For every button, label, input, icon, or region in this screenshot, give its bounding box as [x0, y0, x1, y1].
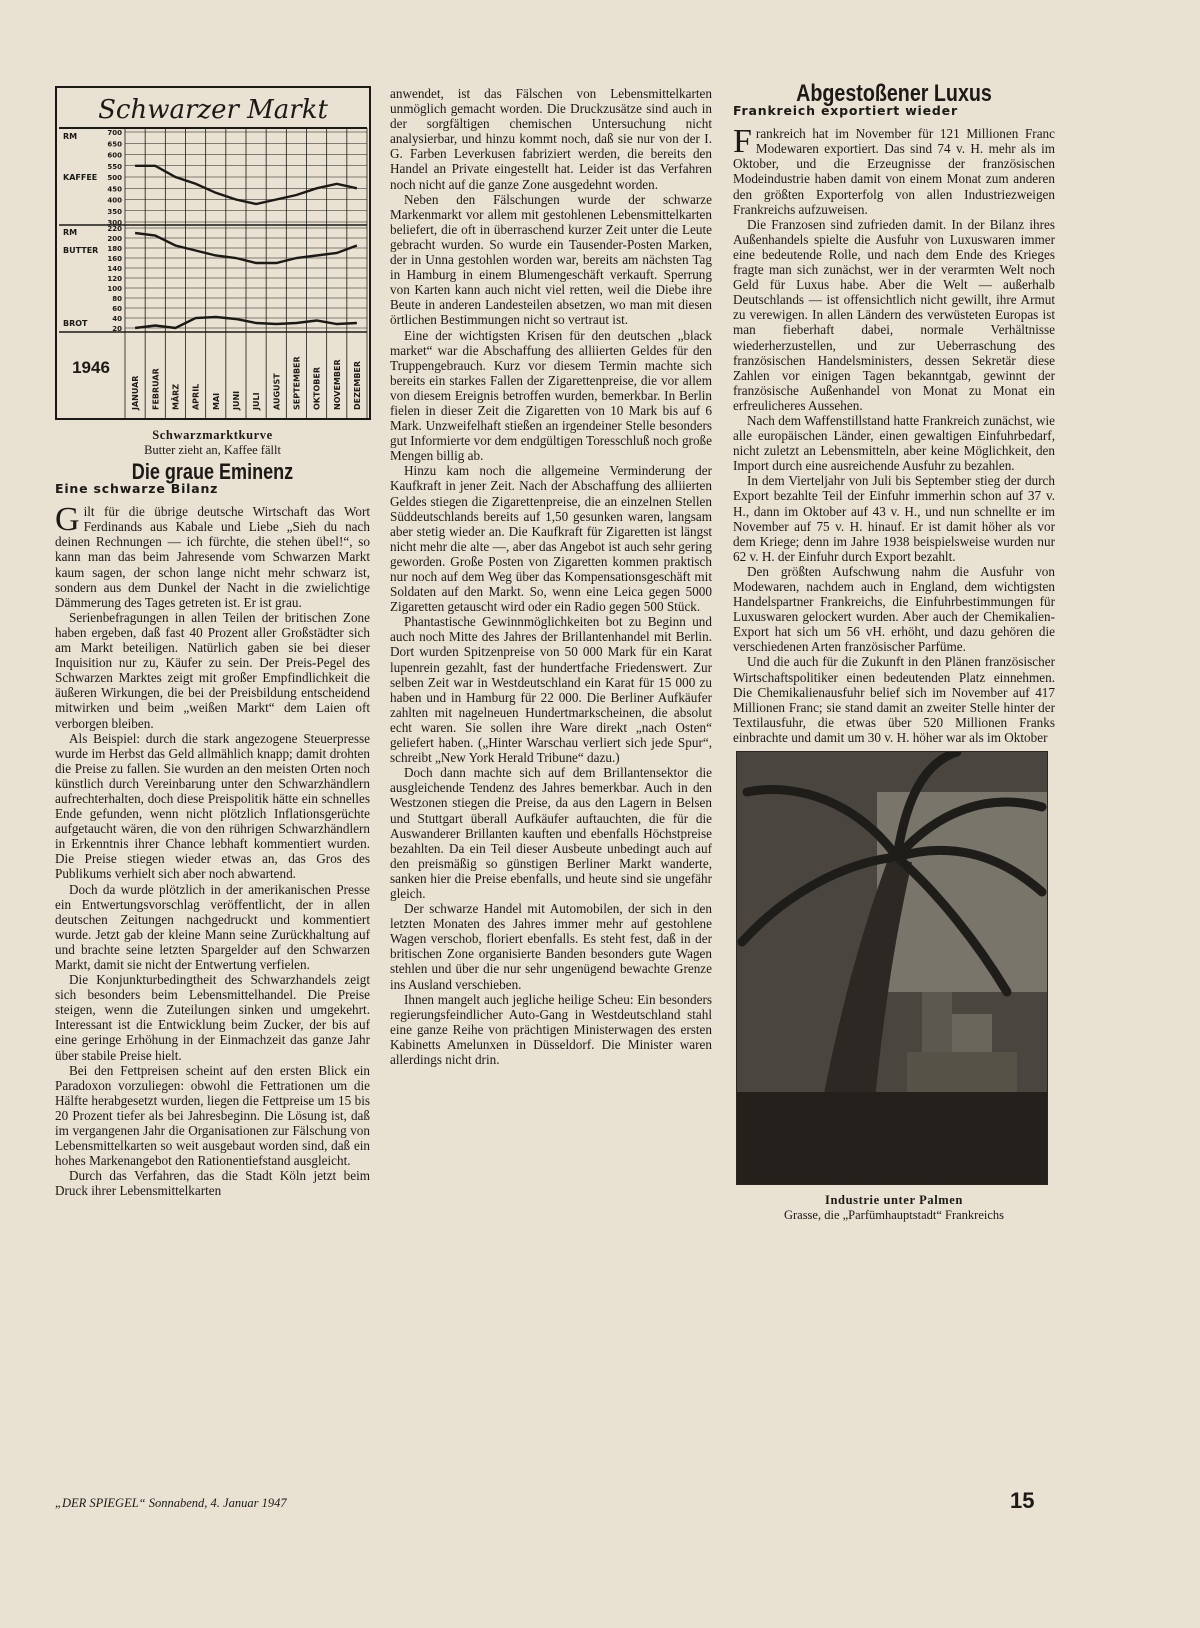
article-1-paragraph: Serienbefragungen in allen Teilen der britischen Zone haben ergeben, daß fast 40 Prozent aller Großstädter sich am Markt beteiligen. Natürlich gaben sie bei dieser Inquisition nur zu, Käufer zu sein. Der Preis-Pegel des Schwarzen Marktes zeigt mit großer Empfindlichkeit die äußeren Wirkungen, die bei der Preisbildung entscheidend mitwirken und beim „weißen Markt“ dem Laien oft verborgen bleiben.	[55, 609, 370, 731]
article-2-headline: Abgestoßener Luxus	[796, 80, 992, 107]
article-2-subhead: Frankreich exportiert wieder	[733, 103, 958, 119]
chart-caption	[55, 428, 370, 458]
article-1-paragraph: Bei den Fettpreisen scheint auf den ersten Blick ein Paradoxon vorzuliegen: obwohl die Fettrationen um die Hälfte herabgesetzt wurden, liegen die Fettpreise um 15 bis 20 Prozent tiefer als bei Jahresbeginn. Die Lösung ist, daß im vergangenen Jahr die Organisationen zur Fälschung von Lebensmittelkarten so weit ausgebaut worden sind, daß ein hohes Markenangebot den Rationentiefstand ausgleicht.	[55, 1062, 370, 1169]
month-label: DEZEMBER	[352, 360, 362, 410]
kaffee-tick-label: 450	[107, 185, 122, 194]
month-label: JULI	[252, 392, 262, 410]
article-2-paragraph: Nach dem Waffenstillstand hatte Frankreich zunächst, wie alle europäischen Länder, einen gewaltigen Einfuhrbedarf, nicht zuletzt an Lebensmitteln, aber keine Möglichkeit, den Import durch eine ausreichende Ausfuhr zu bezahlen.	[733, 412, 1055, 474]
article-1-paragraph: Ihnen mangelt auch jegliche heilige Scheu: Ein besonders regierungsfeindlicher Auto-Gang in Westdeutschland stahl eine ganze Reihe von prächtigen Ministerwagen des ersten Kabinetts Amelunxen in Düsseldorf. Die Minister waren allerdings nicht drin.	[390, 991, 712, 1067]
month-label: MAI	[211, 392, 221, 410]
column-1	[55, 86, 370, 1199]
butter-tick-label: 140	[107, 265, 122, 273]
photo-caption-title: Industrie unter Palmen	[825, 1193, 963, 1208]
butter-tick-label: 100	[107, 285, 122, 293]
article-1-paragraph: Doch da wurde plötzlich in der amerikanischen Presse ein Entwertungsvorschlag veröffentlicht, der in allen deutschen Zeitungen nachgedruckt und kommentiert wurde. Jetzt gab der kleine Mann seine Zurückhaltung auf und brachte seine letzten Spargelder auf den Schwarzen Markt, damit sie nicht der Entwertung verfielen.	[55, 881, 370, 972]
kaffee-tick-label: 600	[107, 151, 122, 160]
chart-svg	[57, 88, 369, 418]
footer-publication: „DER SPIEGEL“ Sonnabend, 4. Januar 1947	[55, 1496, 287, 1510]
page-number: 15	[1010, 1488, 1035, 1513]
article-1-paragraph: Durch das Verfahren, das die Stadt Köln jetzt beim Druck ihrer Lebensmittelkarten	[55, 1168, 370, 1199]
drop-cap: G	[55, 501, 80, 539]
article-2-paragraph: In dem Vierteljahr von Juli bis September stieg der durch Export bezahlte Teil der Einfuhr immerhin schon auf 37 v. H., dann im Oktober auf 43 v. H., und nun schnellte er im November auf 75 v. H. hinauf. Er ist damit höher als vor dem Kriege; denn im Jahre 1938 beispielsweise wurden nur 62 v. H. der Einfuhr durch Export bezahlt.	[733, 473, 1055, 564]
rm-label: RM	[63, 228, 78, 237]
article-1-paragraph: Eine der wichtigsten Krisen für den deutschen „black market“ war die Abschaffung des alliierten Geldes für den Truppengebrauch. Kurz vor diesem Termin machte sich bereits ein starkes Fallen der Zigarettenpreise, die vor allem von diesem Ereignis betroffen wurden, bemerkbar. In Berlin fielen in dieser Zeit die Zigaretten von 10 Mark bis auf 6 Mark. Unzweifelhaft stießen an irgendeiner Stelle besonders gut Informierte vor dem endgültigen Toresschluß noch große Mengen billig ab.	[390, 327, 712, 464]
palm-illustration	[737, 752, 1047, 1184]
black-market-chart	[55, 86, 371, 420]
month-label: JANUAR	[131, 375, 141, 410]
butter-tick-label: 80	[112, 295, 122, 303]
article-1-paragraph: Phantastische Gewinnmöglichkeiten bot zu Beginn und auch noch Mitte des Jahres der Brillantenhandel mit Berlin. Dort wurden Spitzenpreise von 50 000 Mark für ein Karat lupenrein gezahlt, fast der hundertfache Friedenswert. Zur selben Zeit war in Westdeutschland ein Karat für 15 000 zu haben und in Hamburg für 22 000. Die Berliner Aufkäufer zahlten mit nagelneuen Hundertmarkscheinen, die absolut echt waren. Sie sollen ihre Ware direkt „nach Osten“ geliefert haben. („Hinter Warschau verliert sich jede Spur“, schreibt „New York Herald Tribune“ dazu.)	[390, 614, 712, 766]
month-label: JUNI	[231, 390, 241, 410]
kaffee-tick-label: 350	[107, 207, 122, 216]
month-label: APRIL	[191, 383, 201, 410]
drop-cap: F	[733, 123, 752, 161]
article-2-paragraph: Frankreich hat im November für 121 Millionen Franc Modewaren exportiert. Das sind 74 v. H. mehr als im Oktober, und die Erzeugnisse der französischen Modeindustrie haben damit von einem Monat zum anderen den größten Exporterfolg von allen Industriezweigen Frankreichs aufzuweisen.	[733, 123, 1055, 217]
kaffee-tick-label: 650	[107, 140, 122, 149]
month-label: MÄRZ	[171, 383, 181, 410]
article-1-paragraph: anwendet, ist das Fälschen von Lebensmittelkarten unmöglich gemacht worden. Die Druckzusätze sind auch in der sorgfältigen chemischen Untersuchung nicht analysierbar, und hinzu kommt noch, daß sie nur von der I. G. Farben Leverkusen fabriziert werden, die bereits den Handel an Private eingestellt hat. Leider ist das Verfahren noch nicht auf die ganze Zone ausgedehnt worden.	[390, 86, 712, 192]
article-1-headline: Die graue Eminenz	[131, 459, 294, 484]
butter-tick-label: 20	[112, 325, 122, 333]
month-label: AUGUST	[272, 373, 282, 410]
photo-caption-subtitle: Grasse, die „Parfümhauptstadt“ Frankreichs	[783, 1208, 1005, 1223]
butter-tick-label: 160	[107, 255, 122, 263]
month-label: OKTOBER	[312, 367, 322, 410]
article-1-paragraph: Als Beispiel: durch die stark angezogene Steuerpresse wurde im Herbst das Geld allmählich knapp; damit drohten die Preise zu fallen. Sie wurden an den meisten Orten noch künstlich durch Vereinbarung unter den Schwarzhändlern aufrechterhalten, doch diese Preispolitik hätte ein schnelles Ende gefunden, wenn nicht plötzlich Inflationsgerüchte aufgetaucht wären, die von den rührigen Schwarzhändlern in Erkenntnis ihrer Chance lebhaft kommentiert wurden. Die Preise stiegen wieder etwas an, das Gros des Publikums verhielt sich aber noch abwartend.	[55, 730, 370, 882]
article-1-paragraph: Die Konjunkturbedingtheit des Schwarzhandels zeigt sich besonders beim Lebensmittelhandel. Die Preise steigen, wenn die Zuteilungen sinken und umgekehrt. Interessant ist die Entwicklung beim Zucker, der bis auf eine geringe Erhöhung in der Einmachzeit das ganze Jahr über stabile Preise hielt.	[55, 972, 370, 1063]
month-label: NOVEMBER	[332, 359, 342, 410]
kaffee-tick-label: 300	[107, 219, 122, 227]
article-1-paragraph: Neben den Fälschungen wurde der schwarze Markenmarkt vor allem mit gestohlenen Lebensmittelkarten beliefert, die oft in überraschend kurzer Zeit unter die Leute gebracht wurden. So wurde ein Tausender-Posten Marken, der in Unna gestohlen worden war, bereits am nächsten Tag in Hamburg in einem Blumengeschäft verkauft. Sperrung von Karten kann auch nicht viel retten, weil die Diebe ihre Beute in anderen Landesteilen absetzen, wo man mit diesen örtlichen Bestimmungen nicht so vertraut ist.	[390, 191, 712, 328]
kaffee-tick-label: 400	[107, 196, 122, 205]
article-1-paragraph: Der schwarze Handel mit Automobilen, der sich in den letzten Monaten des Jahres immer mehr auf gestohlene Wagen verschob, floriert ebenfalls. Es steht fest, daß in der britischen Zone organisierte Banden besonders gute Wagen stehlen und über die nur sehr ungenügend bewachte Grenze ins Ausland verschieben.	[390, 901, 712, 992]
butter-tick-label: 180	[107, 245, 122, 253]
butter-label: BUTTER	[63, 246, 99, 255]
column-2	[390, 86, 712, 1067]
article-1-paragraph: Hinzu kam noch die allgemeine Verminderung der Kaufkraft in jener Zeit. Nach der Abschaffung des alliierten Geldes stiegen die Zigarettenpreise, die an einzelnen Stellen Süddeutschlands bereits auf 1,50 gesunken waren, langsam aber stetig wieder an. Die Kaufkraft für Zigaretten ist längst nicht mehr die alte —, aber das Angebot ist auch sehr gering geworden. Große Posten von Zigaretten kommen praktisch nur noch auf dem Weg über das Kompensationsgeschäft mit Soldaten auf den Markt. So, wenn eine Leica gegen 5000 Zigaretten getauscht wird oder ein Radio gegen 500 Stück.	[390, 463, 712, 615]
kaffee-label: KAFFEE	[63, 173, 98, 182]
month-label: FEBRUAR	[151, 368, 161, 410]
chart-axis-labels	[63, 129, 122, 333]
brot-label: BROT	[63, 319, 88, 328]
article-2-paragraph: Die Franzosen sind zufrieden damit. In der Bilanz ihres Außenhandels spielte die Ausfuhr von Luxuswaren immer eine bedeutende Rolle, und nach dem Ende des Krieges fragte man sich zunächst, wer in der verarmten Welt noch Geld für Luxus habe. Aber die Welt — außerhalb Deutschlands — ist offensichtlich nicht gewillt, ihre Armut zu verewigen. In allen Ländern des verwüsteten Europas ist man fieberhaft dabei, normale Verhältnisse wiederherzustellen, und zur Ueberraschung des französischen Handelsministers, dessen Sekretär diese Zahlen vor einigen Tagen bekanntgab, gewinnt der französische Außenhandel von Monat zu Monat ein erfreulicheres Aussehen.	[733, 216, 1055, 413]
article-1-paragraph: Doch dann machte sich auf dem Brillantensektor die ausgleichende Tendenz des Jahres bemerkbar. Auch in den Westzonen stiegen die Preise, da aus den Lagern in Belsen und Stuttgart überall Aufkäufer auftauchten, die für die Auswanderer Brillanten kauften und ebenfalls Höchstpreise bezahlten. Da ein Teil dieser Ausbeute unbedingt auch auf den preismäßig so günstigen Berliner Markt wanderte, sanken hier die Preise ebenfalls, und heute sind sie ungefähr gleich.	[390, 765, 712, 901]
column-3	[733, 80, 1055, 1223]
article-2-paragraph: Den größten Aufschwung nahm die Ausfuhr von Modewaren, nachdem auch in England, dem wichtigsten Handelspartner Frankreichs, die Einfuhrbestimmungen für Luxuswaren gelockert wurden. Aber auch der Chemikalien-Export hat sich um 56 vH. erhöht, und dazu gehören die verschiedenen Arten französischer Parfüme.	[733, 563, 1055, 655]
article-2-paragraph: Und die auch für die Zukunft in den Plänen französischer Wirtschaftspolitiker einen bedeutenden Platz einnehmen. Die Chemikalienausfuhr belief sich im November auf 417 Millionen Franc; sie stand damit an zweiter Stelle hinter der Textilausfuhr, die etwas über 520 Millionen Franks einbrachte und damit um 30 v. H. höher war als im Oktober	[733, 654, 1055, 745]
article-1-paragraph: Gilt für die übrige deutsche Wirtschaft das Wort Ferdinands aus Kabale und Liebe „Sieh du nach deinen Rechnungen — ich fürchte, die stehen übel!“, so kann man das beim Jahresende vom Schwarzen Markt kaum sagen, der schon lange nicht mehr schwarz ist, sondern aus dem Dunkel der Nacht in die zwielichtige Dämmerung des Tages getreten ist. Er ist grau.	[55, 501, 370, 610]
chart-caption-title: Schwarzmarktkurve	[152, 428, 273, 442]
article-1-subhead: Eine schwarze Bilanz	[55, 481, 219, 497]
kaffee-tick-label: 500	[107, 174, 122, 182]
butter-tick-label: 200	[107, 235, 122, 243]
chart-caption-subtitle: Butter zieht an, Kaffee fällt	[144, 443, 281, 457]
chart-title: Schwarzer Markt	[98, 95, 328, 125]
butter-tick-label: 60	[112, 305, 122, 313]
butter-tick-label: 120	[107, 275, 122, 283]
butter-tick-label: 220	[107, 225, 122, 233]
kaffee-tick-label: 700	[107, 129, 122, 137]
palm-tree-photo	[736, 751, 1048, 1185]
photo-caption	[733, 1193, 1055, 1223]
month-label: SEPTEMBER	[292, 356, 302, 410]
rm-label: RM	[63, 132, 78, 141]
butter-tick-label: 40	[112, 315, 122, 323]
kaffee-tick-label: 550	[107, 162, 122, 171]
chart-year: 1946	[72, 358, 110, 377]
